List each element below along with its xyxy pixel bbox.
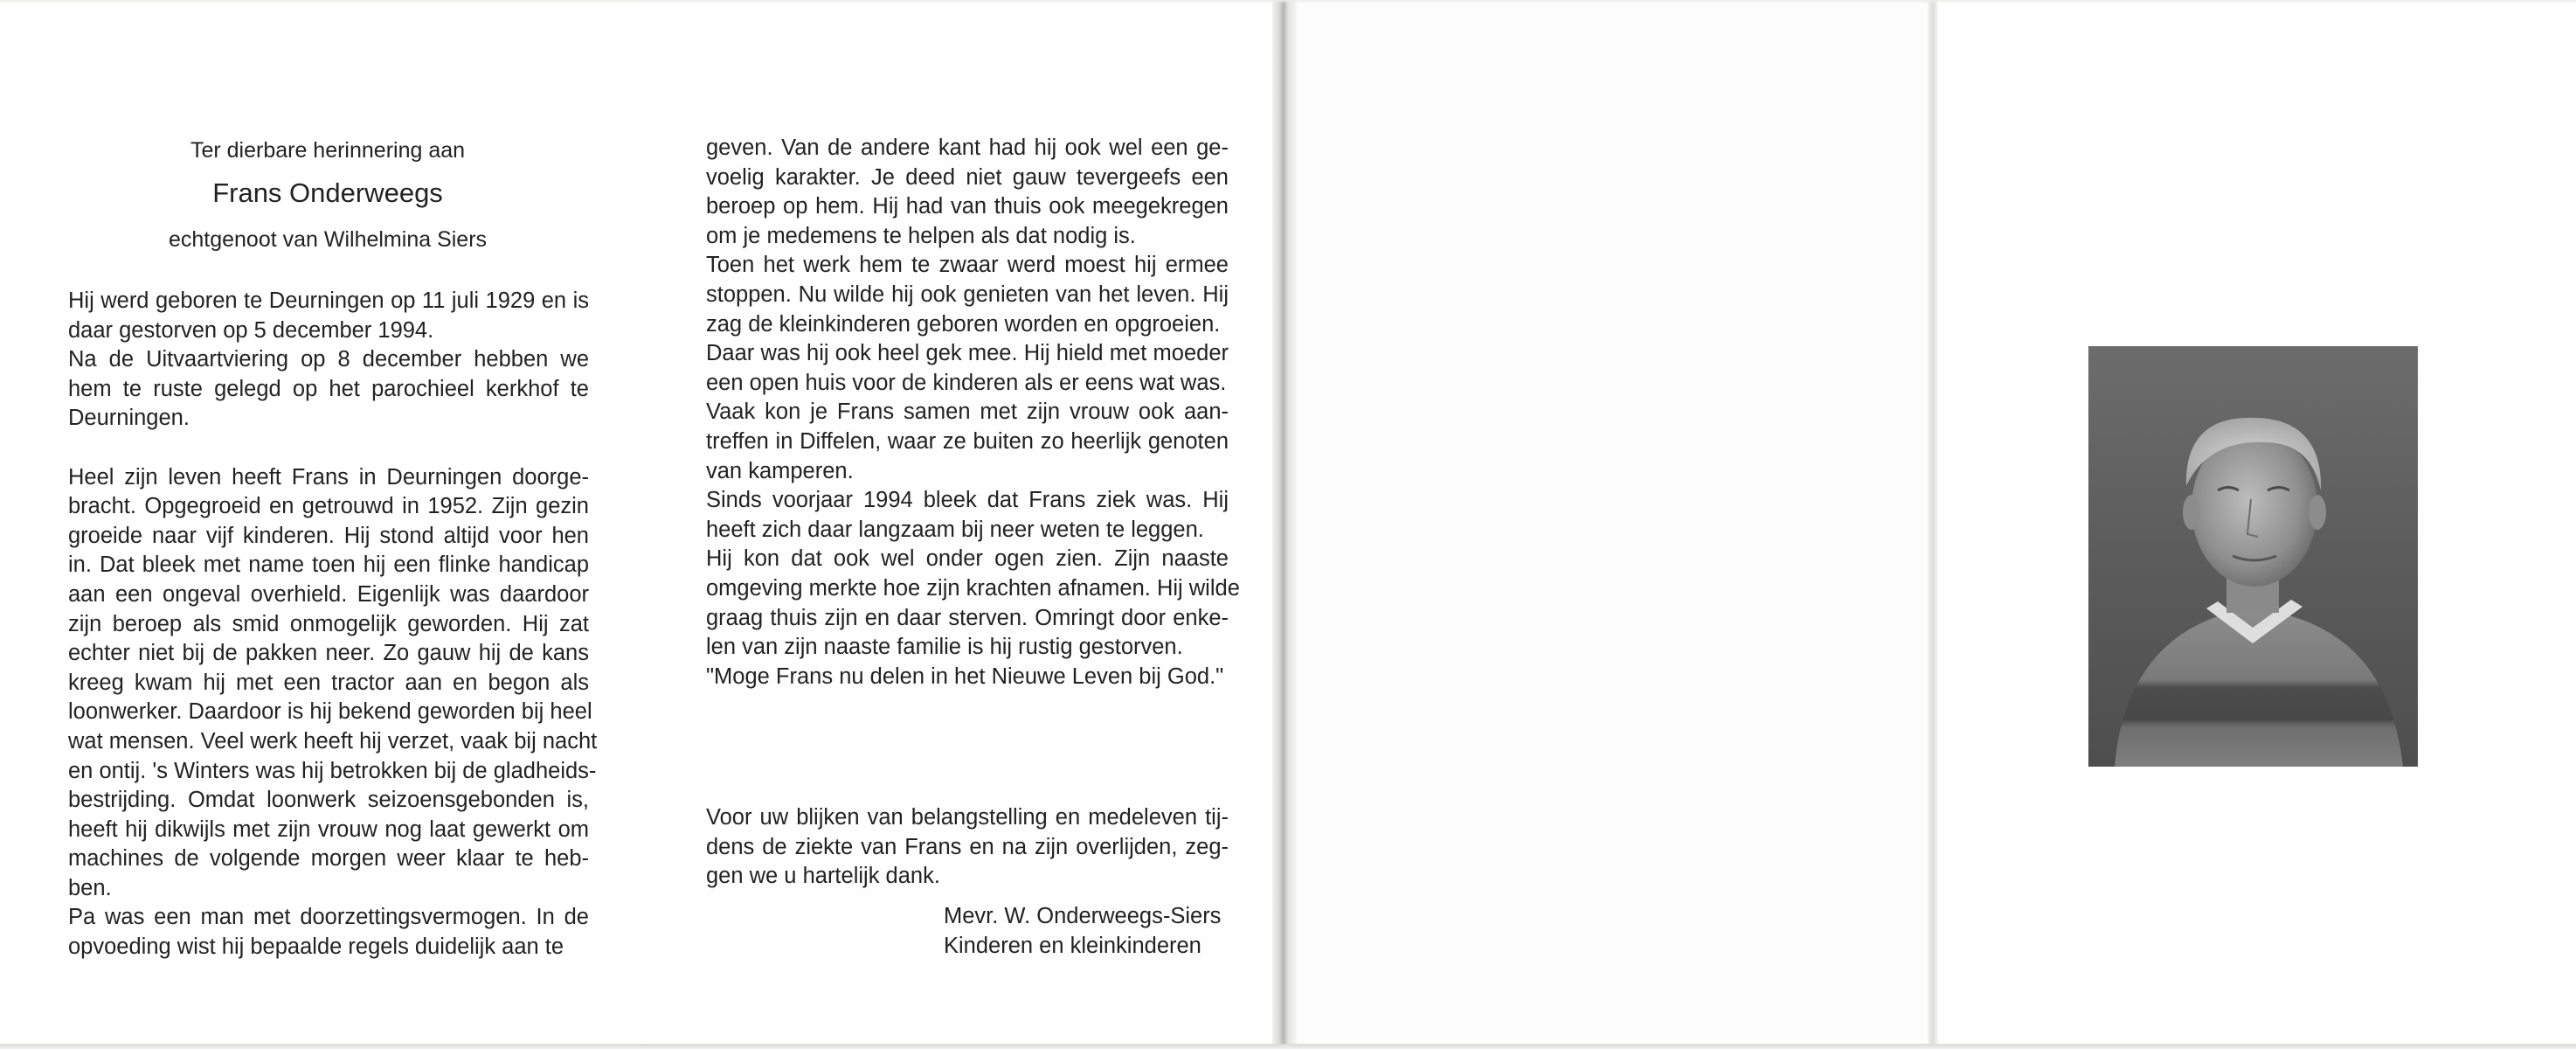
text-line: machines de volgende morgen weer klaar te heb- bbox=[68, 846, 589, 872]
text-line: bestrijding. Omdat loonwerk seizoensgebonden is, bbox=[68, 788, 589, 813]
text-line: Hij werd geboren te Deurningen op 11 juli 1929 en is bbox=[68, 288, 589, 313]
text-line: en ontij. 's Winters was hij betrokken bij de gladheids- bbox=[68, 758, 597, 783]
text-line: len van zijn naaste familie is hij rustig gestorven. bbox=[706, 635, 1183, 660]
portrait-image bbox=[2088, 346, 2418, 767]
biography-column-2 bbox=[706, 134, 1240, 691]
signature-family: Kinderen en kleinkinderen bbox=[944, 934, 1201, 958]
text-line: groeide naar vijf kinderen. Hij stond altijd voor hen bbox=[68, 523, 589, 548]
deceased-name: Frans Onderweegs bbox=[212, 177, 443, 208]
text-line: om je medemens te helpen als dat nodig is. bbox=[706, 223, 1136, 248]
portrait-photo bbox=[2088, 346, 2418, 767]
page-center-right bbox=[1297, 0, 1933, 1044]
text-line: omgeving merkte hoe zijn krachten afnamen. Hij wilde bbox=[706, 575, 1240, 601]
text-line: aan een ongeval overhield. Eigenlijk was daardoor bbox=[68, 581, 589, 607]
card-crease bbox=[1928, 0, 1938, 1044]
text-line: een open huis voor de kinderen als er eens wat was. bbox=[706, 370, 1227, 395]
text-line: Toen het werk hem te zwaar werd moest hij ermee bbox=[706, 253, 1229, 278]
text-line: bracht. Opgegroeid en getrouwd in 1952. Zijn gezin bbox=[68, 494, 589, 519]
text-line: voelig karakter. Je deed niet gauw tevergeefs een bbox=[706, 164, 1229, 190]
text-line: treffen in Diffelen, waar ze buiten zo heerlijk genoten bbox=[706, 428, 1229, 454]
text-line: zijn beroep als smid onmogelijk geworden. Hij zat bbox=[68, 611, 589, 636]
text-line: "Moge Frans nu delen in het Nieuwe Leven bij God." bbox=[706, 663, 1224, 689]
text-line: Daar was hij ook heel gek mee. Hij hield met moeder bbox=[706, 341, 1229, 366]
signature-name: Mevr. W. Onderweegs-Siers bbox=[944, 904, 1222, 928]
text-line: Sinds voorjaar 1994 bleek dat Frans ziek was. Hij bbox=[706, 488, 1229, 513]
scan-top-edge bbox=[0, 0, 2576, 3]
text-line: kreeg kwam hij met een tractor aan en begon als bbox=[68, 670, 589, 695]
text-line: Vaak kon je Frans samen met zijn vrouw ook aan- bbox=[706, 399, 1229, 425]
text-line: hem te ruste gelegd op het parochieel kerkhof te bbox=[68, 376, 589, 401]
paragraph-gap bbox=[68, 434, 589, 463]
text-line: zag de kleinkinderen geboren worden en opgroeien. bbox=[706, 311, 1221, 337]
signature-block bbox=[944, 901, 1221, 961]
text-line: Voor uw blijken van belangstelling en medeleven tij- bbox=[706, 805, 1229, 830]
card-fold bbox=[1272, 0, 1297, 1044]
text-line: graag thuis zijn en daar sterven. Omringt door enke- bbox=[706, 605, 1229, 630]
text-line: loonwerker. Daardoor is hij bekend geworden bij heel bbox=[68, 699, 592, 725]
text-line: beroep op hem. Hij had van thuis ook meegekregen bbox=[706, 194, 1229, 219]
remembrance-intro: Ter dierbare herinnering aan bbox=[190, 138, 466, 163]
text-line: Heel zijn leven heeft Frans in Deurningen doorge- bbox=[68, 464, 589, 490]
biography-column-1 bbox=[68, 287, 598, 962]
text-line: Pa was een man met doorzettingsvermogen. In de bbox=[68, 905, 589, 930]
thanks-message bbox=[706, 803, 1229, 892]
text-line: heeft hij dikwijls met zijn vrouw nog laat gewerkt om bbox=[68, 816, 589, 842]
text-line: daar gestorven op 5 december 1994. bbox=[68, 317, 434, 343]
spouse-line: echtgenoot van Wilhelmina Siers bbox=[168, 227, 488, 252]
text-line: echter niet bij de pakken neer. Zo gauw hij de kans bbox=[68, 641, 589, 666]
text-line: in. Dat bleek met name toen hij een flinke handicap bbox=[68, 552, 589, 578]
text-line: geven. Van de andere kant had hij ook wel een ge- bbox=[706, 135, 1229, 160]
text-line: dens de ziekte van Frans en na zijn overlijden, zeg- bbox=[706, 834, 1229, 859]
text-line: Deurningen. bbox=[68, 406, 190, 431]
text-line: gen we u hartelijk dank. bbox=[706, 864, 940, 889]
text-line: Na de Uitvaartviering op 8 december hebben we bbox=[68, 347, 589, 372]
text-line: ben. bbox=[68, 875, 112, 900]
text-line: wat mensen. Veel werk heeft hij verzet, vaak bij nacht bbox=[68, 728, 598, 754]
text-line: opvoeding wist hij bepaalde regels duidelijk aan te bbox=[68, 934, 564, 960]
text-line: stoppen. Nu wilde hij ook genieten van het leven. Hij bbox=[706, 281, 1229, 307]
text-line: Hij kon dat ook wel onder ogen zien. Zijn naaste bbox=[706, 546, 1229, 572]
text-line: heeft zich daar langzaam bij neer weten te leggen. bbox=[706, 517, 1204, 542]
text-line: van kamperen. bbox=[706, 458, 854, 483]
scan-bottom-edge bbox=[0, 1044, 2576, 1049]
